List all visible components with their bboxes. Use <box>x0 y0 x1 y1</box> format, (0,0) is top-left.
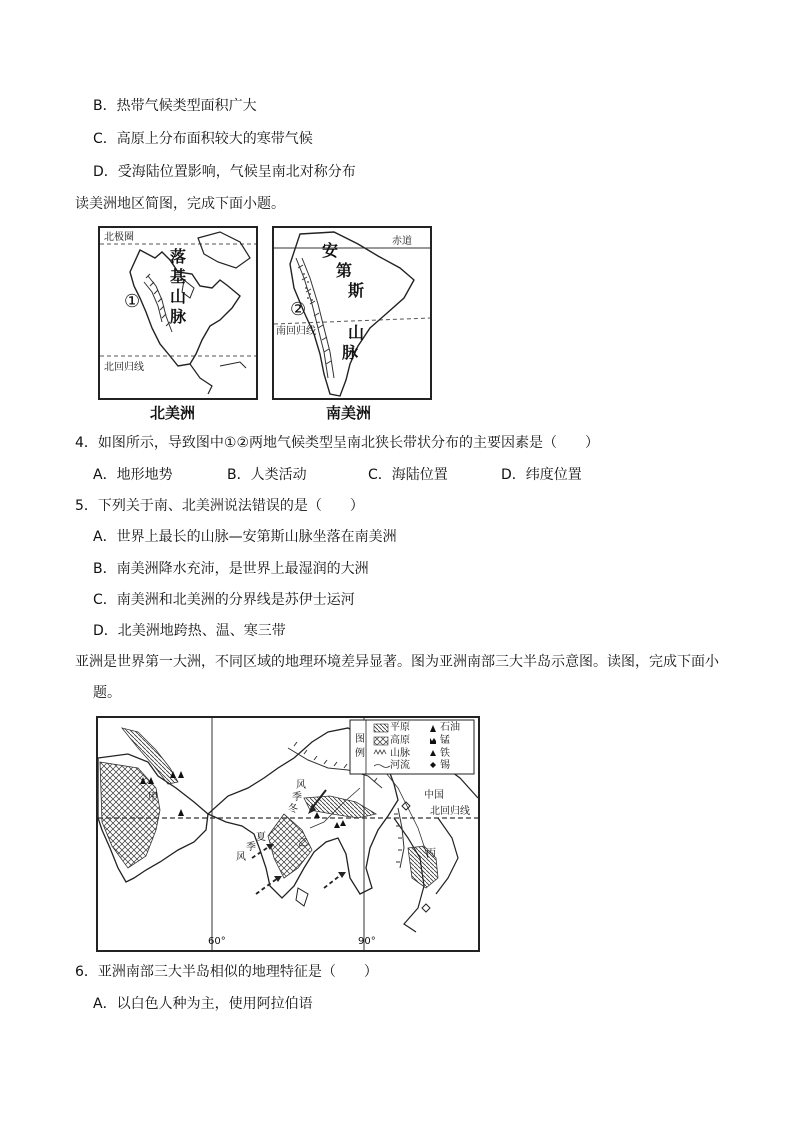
arctic-circle-label: 北极圈 <box>104 232 134 243</box>
legend-plain: 平原 <box>390 722 410 733</box>
region-1-marker: ① <box>124 291 141 312</box>
equator-label: 赤道 <box>392 236 412 247</box>
china-label: 中国 <box>424 790 444 801</box>
q4-stem: 4．如图所示，导致图中①②两地气候类型呈南北狭长带状分布的主要因素是（ ） <box>75 435 600 451</box>
andes-char-4: 山 <box>348 323 365 342</box>
intro-asia-line-1: 亚洲是世界第一大洲，不同区域的地理环境差异显著。图为亚洲南部三大半岛示意图。读图，完成下面小 <box>75 654 719 670</box>
q3-option-b: B．热带气候类型面积广大 <box>93 98 257 114</box>
tropic-of-cancer-label: 北回归线 <box>104 362 144 373</box>
legend-manganese: 锰 <box>440 735 450 746</box>
south-asia-drawing <box>98 718 478 950</box>
south-asia-map <box>96 716 480 952</box>
q3-option-c: C．高原上分布面积较大的寒带气候 <box>93 131 313 147</box>
intro-asia-line-2: 题。 <box>93 685 121 701</box>
tropic-of-cancer-asia-label: 北回归线 <box>430 806 470 817</box>
legend-oil: 石油 <box>440 722 460 733</box>
label-bing: 丙 <box>426 848 436 859</box>
legend-tin: 锡 <box>440 760 450 771</box>
q4-option-d: D．纬度位置 <box>501 467 582 483</box>
legend-river: 河流 <box>390 760 410 771</box>
label-yi: 乙 <box>298 838 308 849</box>
q4-option-a: A．地形地势 <box>93 467 173 483</box>
intro-americas: 读美洲地区简图，完成下面小题。 <box>75 196 285 212</box>
legend-plateau: 高原 <box>390 735 410 746</box>
q4-option-c: C．海陆位置 <box>368 467 448 483</box>
summer-monsoon-char-2: 季 <box>246 842 256 853</box>
q6-stem: 6．亚洲南部三大半岛相似的地理特征是（ ） <box>75 964 378 980</box>
q4-options <box>93 465 613 485</box>
q5-option-c: C．南美洲和北美洲的分界线是苏伊士运河 <box>93 592 355 608</box>
andes-char-2: 第 <box>336 261 353 280</box>
q3-option-d: D．受海陆位置影响，气候呈南北对称分布 <box>93 164 356 180</box>
north-america-caption: 北美洲 <box>150 404 196 422</box>
rocky-char-1: 落 <box>170 247 187 266</box>
legend-title-1: 图 <box>355 734 365 745</box>
andes-char-3: 斯 <box>348 281 365 300</box>
south-america-caption: 南美洲 <box>326 404 372 422</box>
winter-monsoon-char-2: 季 <box>292 792 302 803</box>
winter-monsoon-char-1: 风 <box>296 780 306 791</box>
label-jia: 甲 <box>148 792 158 803</box>
andes-char-1: 安 <box>322 241 339 260</box>
south-america-map <box>272 226 432 400</box>
rocky-char-2: 基 <box>170 267 187 286</box>
q6-option-a: A．以白色人种为主，使用阿拉伯语 <box>93 996 313 1012</box>
q5-option-b: B．南美洲降水充沛，是世界上最湿润的大洲 <box>93 561 369 577</box>
tropic-of-capricorn-label: 南回归线 <box>276 326 316 337</box>
rocky-char-3: 山 <box>170 287 187 306</box>
north-america-map <box>98 226 258 400</box>
winter-monsoon-char-3: 冬 <box>288 804 298 815</box>
legend-title-2: 例 <box>355 748 365 759</box>
region-2-marker: ② <box>290 299 307 320</box>
longitude-60-label: 60° <box>208 936 226 947</box>
q5-option-d: D．北美洲地跨热、温、寒三带 <box>93 623 286 639</box>
legend-iron: 铁 <box>440 748 450 759</box>
q5-stem: 5．下列关于南、北美洲说法错误的是（ ） <box>75 498 364 514</box>
summer-monsoon-char-1: 夏 <box>256 832 266 843</box>
rocky-char-4: 脉 <box>170 307 187 326</box>
andes-char-5: 脉 <box>342 343 359 362</box>
legend-mountain: 山脉 <box>390 748 410 759</box>
q4-option-b: B．人类活动 <box>227 467 307 483</box>
summer-monsoon-char-3: 风 <box>236 852 246 863</box>
q5-option-a: A．世界上最长的山脉—安第斯山脉坐落在南美洲 <box>93 529 397 545</box>
longitude-90-label: 90° <box>358 936 376 947</box>
